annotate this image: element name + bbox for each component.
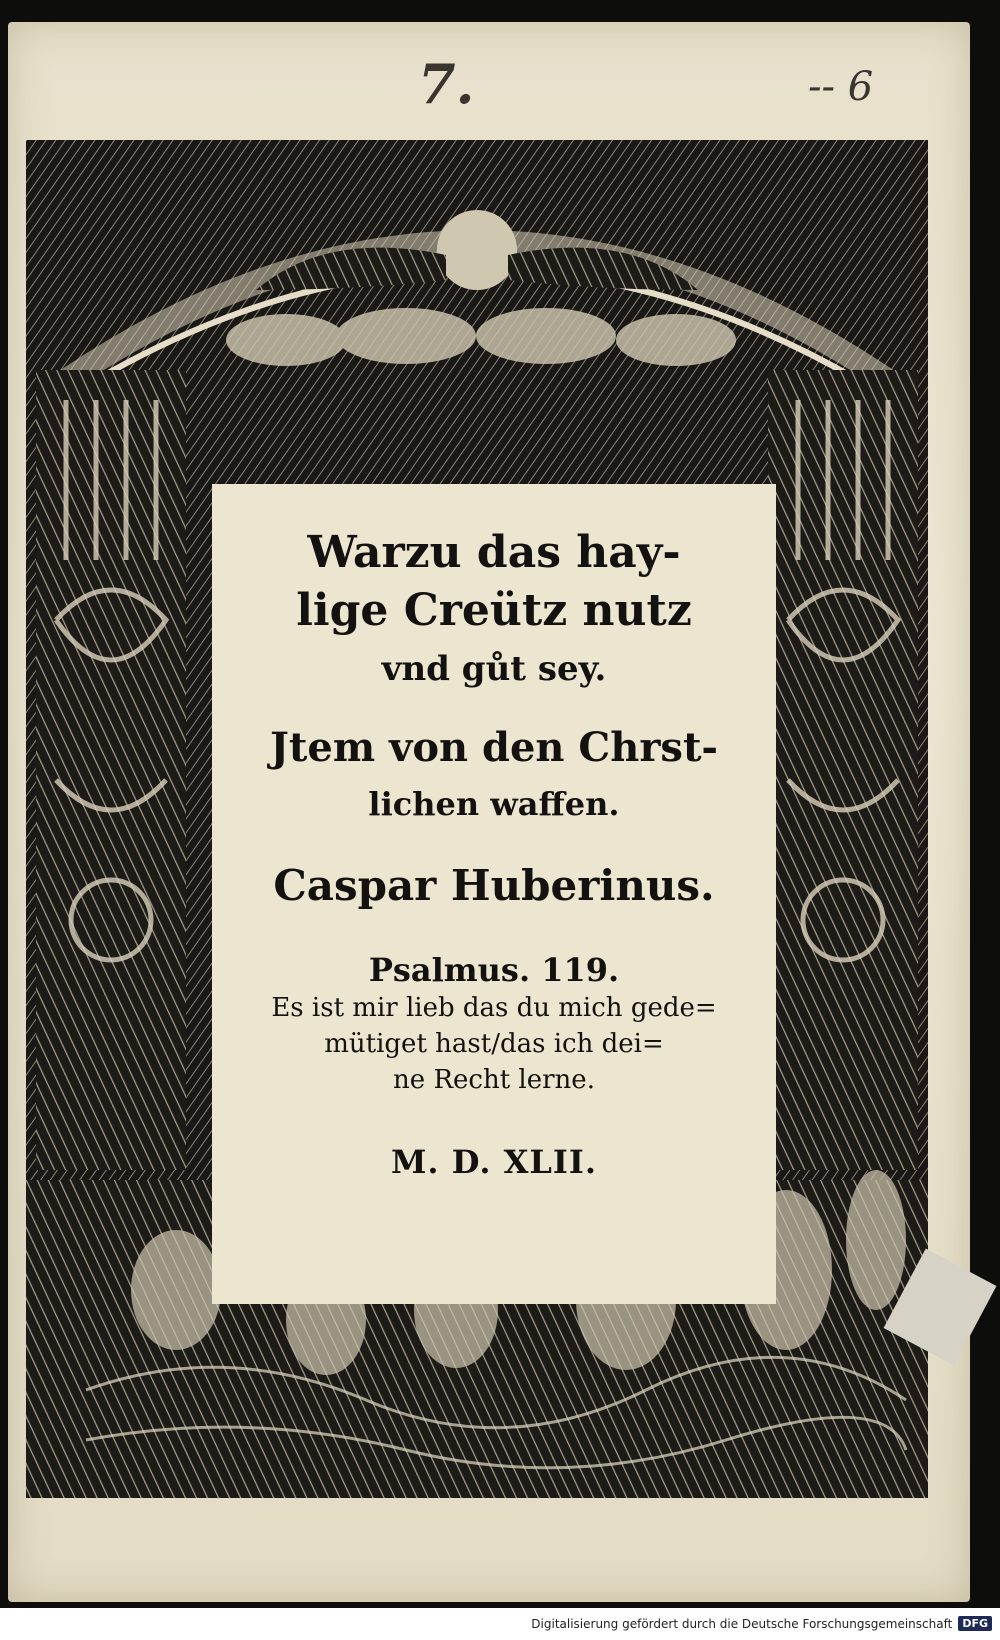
manuscript-note-left: 7. (418, 52, 475, 116)
psalm-quote (212, 990, 776, 1098)
author: Caspar Huberinus. (273, 861, 715, 910)
title (212, 524, 776, 698)
subtitle (212, 720, 776, 832)
subtitle-line: Jtem von den Chrst- (269, 724, 719, 771)
psalm-heading: Psalmus. 119. (368, 951, 620, 989)
subtitle-line: lichen waffen. (368, 785, 620, 823)
title-panel (212, 484, 776, 1304)
title-line: lige Creütz nutz (296, 585, 692, 636)
footer-text: Digitalisierung gefördert durch die Deutsche Forschungsgemeinschaft (531, 1616, 953, 1631)
dfg-logo: DFG (958, 1616, 992, 1631)
publication-date: M. D. XLII. (391, 1143, 597, 1181)
psalm-line: ne Recht lerne. (393, 1065, 595, 1095)
book-page (8, 22, 970, 1602)
title-line: vnd gůt sey. (381, 649, 607, 689)
title-line: Warzu das hay- (307, 527, 681, 578)
footer (531, 1616, 992, 1631)
woodcut-border (26, 140, 928, 1498)
psalm-line: Es ist mir lieb das du mich gede= (271, 993, 717, 1023)
psalm-line: mütiget hast/das ich dei= (324, 1029, 664, 1059)
manuscript-note-right: -- 6 (808, 64, 874, 110)
